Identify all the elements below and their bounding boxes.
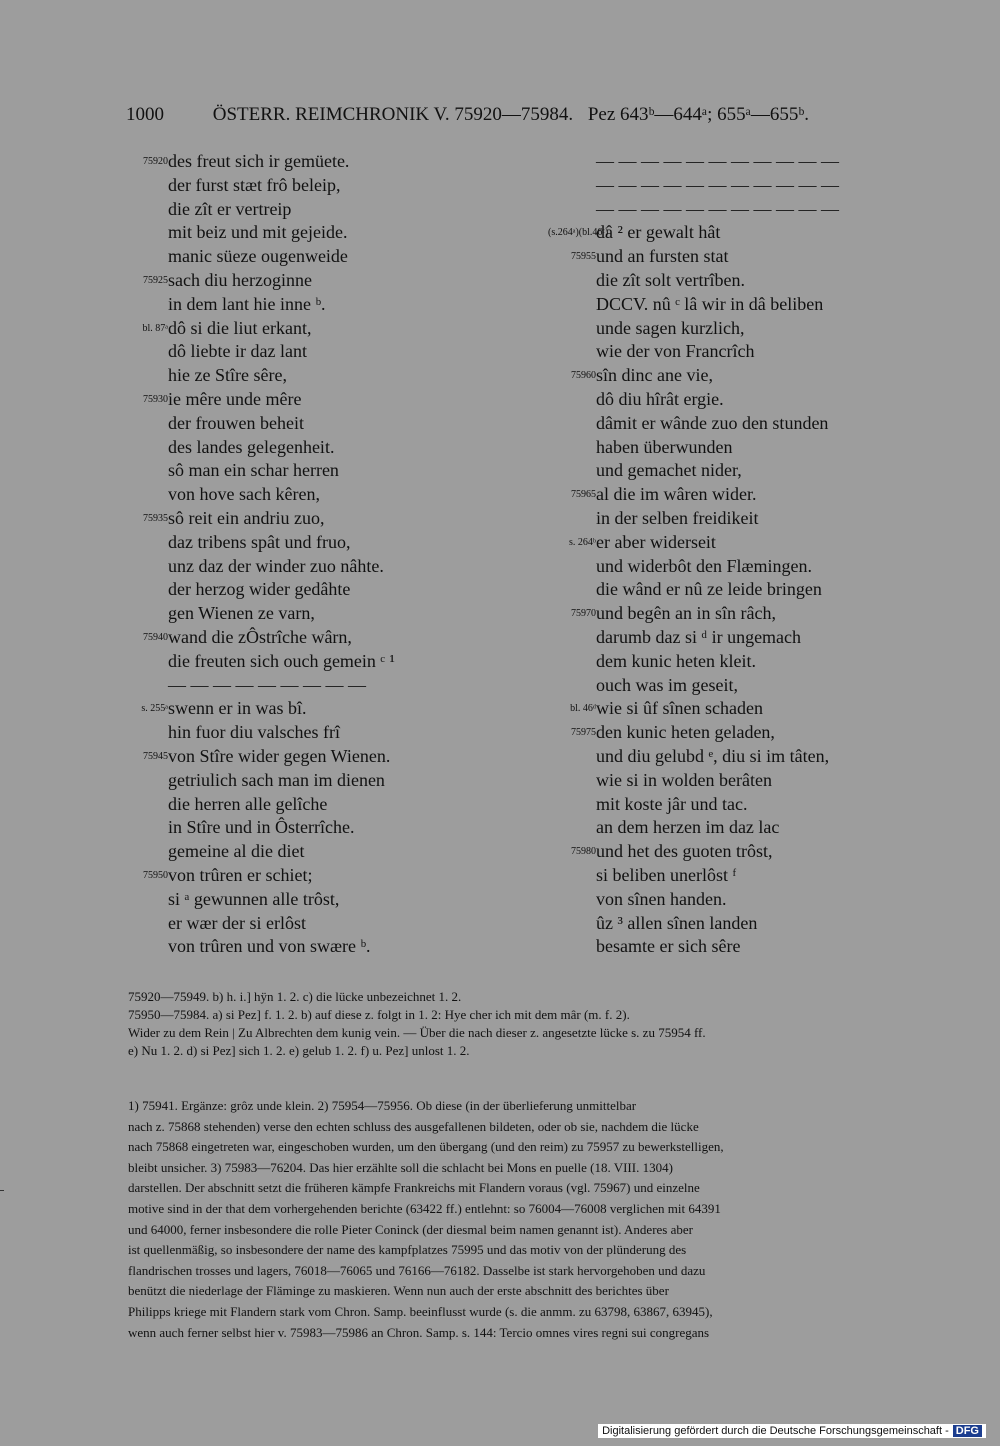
verse-text: unde sagen kurzlich, — [596, 317, 745, 338]
verse-text: von sînen handen. — [596, 888, 727, 909]
verse-line — [120, 626, 440, 650]
verse-text: die zît solt vertrîben. — [596, 269, 745, 290]
footnote-line: nach z. 75868 stehenden) verse den echten schluss des ausgefallenen bildeten, oder ob sie, nachdem die lücke — [128, 1118, 699, 1134]
line-number: (s.264ᵃ)(bl.46ᶜ) — [548, 227, 609, 239]
dfg-logo: DFG — [953, 1425, 982, 1437]
verse-text: ûz ³ allen sînen landen — [596, 912, 758, 933]
verse-text: die zît er vertreip — [168, 198, 292, 219]
verse-text: von trûren und von swære ᵇ. — [168, 936, 371, 957]
verse-line — [120, 650, 440, 674]
line-number: bl. 46ᵈ — [570, 703, 596, 715]
verse-line — [548, 840, 908, 864]
verse-line — [548, 293, 908, 317]
verse-text: manic süeze ougenweide — [168, 246, 348, 267]
verse-text: swenn er in was bî. — [168, 698, 307, 719]
verse-line — [548, 388, 908, 412]
footnotes — [128, 1096, 960, 1343]
verse-text: wand die zÔstrîche wârn, — [168, 626, 352, 647]
line-number: s. 264ᵇ — [569, 536, 596, 548]
footer-text: Digitalisierung gefördert durch die Deutsche Forschungsgemeinschaft - — [602, 1425, 949, 1437]
footnote-line: motive sind in der that dem vorhergehenden berichte (63422 ff.) entlehnt: so 76004—76008 verglichen mit 64391 — [128, 1200, 721, 1216]
verse-text: von trûren er schiet; — [168, 864, 313, 885]
line-number: bl. 87ᵃ — [142, 322, 168, 334]
verse-line — [120, 769, 440, 793]
verse-line — [120, 198, 440, 222]
verse-text: der frouwen beheit — [168, 412, 304, 433]
verse-text: dâ ² er gewalt hât — [596, 222, 721, 243]
verse-line — [120, 935, 440, 959]
verse-text: haben überwunden — [596, 436, 733, 457]
critical-apparatus — [128, 988, 966, 1060]
verse-line — [120, 483, 440, 507]
verse-line — [548, 769, 908, 793]
verse-line — [548, 912, 908, 936]
verse-text: sach diu herzoginne — [168, 269, 312, 290]
verse-line — [548, 198, 908, 222]
page-number: 1000 — [126, 104, 164, 125]
footnote-line: Philipps kriege mit Flandern stark vom Chron. Samp. beeinflusst wurde (s. die anmm. zu 63798, 63867, 63945), — [128, 1303, 713, 1319]
verse-text: und widerbôt den Flæmingen. — [596, 555, 812, 576]
verse-line — [548, 507, 908, 531]
verse-column-right — [548, 150, 908, 959]
verse-text: al die im wâren wider. — [596, 484, 757, 505]
verse-line — [548, 888, 908, 912]
verse-text: dô diu hîrât ergie. — [596, 388, 724, 409]
verse-line — [548, 317, 908, 341]
verse-line — [120, 578, 440, 602]
source-reference: Pez 643ᵇ—644ᵃ; 655ᵃ—655ᵇ. — [587, 104, 809, 125]
verse-text: — — — — — — — — — — — — [596, 151, 839, 171]
apparatus-line: 75920—75949. b) h. i.] hÿn 1. 2. c) die lücke unbezeichnet 1. 2. — [128, 989, 462, 1004]
verse-line — [548, 650, 908, 674]
verse-text: getriulich sach man im dienen — [168, 769, 385, 790]
verse-text: sîn dinc ane vie, — [596, 365, 713, 386]
line-number: 75940 — [143, 631, 168, 643]
verse-text: in dem lant hie inne ᵇ. — [168, 293, 326, 314]
verse-text: si ᵃ gewunnen alle trôst, — [168, 888, 340, 909]
verse-text: sô man ein schar herren — [168, 460, 339, 481]
verse-text: mit beiz und mit gejeide. — [168, 222, 348, 243]
verse-line — [548, 269, 908, 293]
verse-text: wie si ûf sînen schaden — [596, 698, 763, 719]
verse-column-left — [120, 150, 440, 959]
verse-text: hin fuor diu valsches frî — [168, 722, 340, 743]
verse-line — [120, 721, 440, 745]
line-number: 75925 — [143, 274, 168, 286]
verse-line — [120, 459, 440, 483]
verse-text: — — — — — — — — — — [168, 674, 366, 695]
verse-line — [548, 864, 908, 888]
verse-line — [120, 888, 440, 912]
verse-line — [548, 459, 908, 483]
footnote-line: darstellen. Der abschnitt setzt die früheren kämpfe Frankreichs mit Flandern voraus (vgl. 75967) und einzelne — [128, 1180, 700, 1196]
verse-text: an dem herzen im daz lac — [596, 817, 780, 838]
line-number: s. 255ᵃ — [141, 703, 168, 715]
verse-text: wie si in wolden berâten — [596, 769, 772, 790]
verse-text: und gemachet nider, — [596, 460, 742, 481]
verse-text: — — — — — — — — — — — — [596, 174, 839, 195]
funding-footer — [598, 1424, 986, 1438]
footnote-line: flandrischen trosses und lagers, 76018—76065 und 76166—76182. Dasselbe ist stark hervorgehoben und dazu — [128, 1262, 706, 1278]
verse-text: daz tribens spât und fruo, — [168, 531, 351, 552]
verse-line — [548, 626, 908, 650]
line-number: 75975 — [571, 727, 596, 739]
running-title: ÖSTERR. REIMCHRONIK V. 75920—75984. — [212, 104, 574, 125]
verse-line — [548, 412, 908, 436]
footnote-line: nach 75868 eingetreten war, eingeschoben wurden, um den übergang (und den reim) zu 75957 zu bewerkstelligen, — [128, 1139, 724, 1155]
verse-text: unz daz der winder zuo nâhte. — [168, 555, 384, 576]
verse-text: darumb daz si ᵈ ir ungemach — [596, 626, 802, 647]
footnote-line: 1) 75941. Ergänze: grôz unde klein. 2) 75954—75956. Ob diese (in der überlieferung unmittelbar — [128, 1098, 637, 1113]
footnote-line: wenn auch ferner selbst hier v. 75983—75986 an Chron. Samp. s. 144: Tercio omnes vires regni sui congregans — [128, 1324, 710, 1340]
verse-line — [548, 697, 908, 721]
footnote-line: und 64000, ferner insbesondere die rolle Pieter Coninck (der diesmal beim namen genannt ist). Anderes aber — [128, 1221, 693, 1237]
verse-text: besamte er sich sêre — [596, 936, 741, 957]
footnote-line: bleibt unsicher. 3) 75983—76204. Das hier erzählte soll die schlacht bei Mons en puelle (18. VIII. 1304) — [128, 1159, 673, 1175]
footnote-line: benützt die niederlage der Fläminge zu maskieren. Wenn nun auch der erste abschnitt des berichtes über — [128, 1283, 669, 1299]
verse-text: — — — — — — — — — — — — [596, 198, 839, 219]
apparatus-line: 75950—75984. a) si Pez] f. 1. 2. b) auf diese z. folgt in 1. 2: Hye cher ich mit dem mâr (m. f. 2). — [128, 1007, 630, 1022]
verse-text: der furst stæt frô beleip, — [168, 174, 341, 195]
verse-line — [120, 245, 440, 269]
verse-text: dô liebte ir daz lant — [168, 341, 307, 362]
verse-text: dô si die liut erkant, — [168, 317, 312, 338]
verse-line — [120, 317, 440, 341]
verse-line — [548, 340, 908, 364]
verse-line — [548, 793, 908, 817]
apparatus-line: Wider zu dem Rein | Zu Albrechten dem kunig vein. — Über die nach dieser z. angesetzte lücke s. zu 75954 ff. — [128, 1025, 706, 1040]
verse-line — [120, 150, 440, 174]
verse-line — [548, 674, 908, 698]
verse-text: gemeine al die diet — [168, 841, 305, 862]
verse-line — [120, 793, 440, 817]
verse-line — [548, 245, 908, 269]
verse-line — [548, 483, 908, 507]
line-number: 75945 — [143, 750, 168, 762]
verse-line — [120, 388, 440, 412]
verse-text: und an fursten stat — [596, 246, 729, 267]
line-number: 75920 — [143, 156, 168, 167]
verse-line — [548, 721, 908, 745]
verse-line — [120, 674, 440, 698]
verse-text: in Stîre und in Ôsterrîche. — [168, 817, 355, 838]
verse-line — [548, 364, 908, 388]
verse-line — [120, 293, 440, 317]
verse-text: er aber widerseit — [596, 531, 716, 552]
verse-line — [548, 555, 908, 579]
verse-text: die herren alle gelîche — [168, 793, 328, 814]
verse-text: mit koste jâr und tac. — [596, 793, 748, 814]
verse-line — [120, 531, 440, 555]
verse-text: des freut sich ir gemüete. — [168, 151, 350, 171]
verse-line — [120, 864, 440, 888]
verse-text: dem kunic heten kleit. — [596, 650, 756, 671]
line-number: 75965 — [571, 489, 596, 501]
verse-text: ie mêre unde mêre — [168, 388, 302, 409]
verse-text: die wând er nû ze leide bringen — [596, 579, 822, 600]
verse-text: die freuten sich ouch gemein ᶜ ¹ — [168, 650, 395, 671]
verse-line — [548, 436, 908, 460]
verse-text: dâmit er wânde zuo den stunden — [596, 412, 829, 433]
verse-line — [120, 816, 440, 840]
apparatus-line: e) Nu 1. 2. d) si Pez] sich 1. 2. e) gelub 1. 2. f) u. Pez] unlost 1. 2. — [128, 1043, 470, 1058]
verse-line — [120, 840, 440, 864]
verse-text: hie ze Stîre sêre, — [168, 365, 287, 386]
line-number: 75970 — [571, 608, 596, 620]
verse-line — [548, 150, 908, 174]
verse-line — [120, 555, 440, 579]
verse-line — [120, 507, 440, 531]
verse-line — [120, 174, 440, 198]
verse-text: si beliben unerlôst ᶠ — [596, 864, 737, 885]
page-header — [126, 104, 896, 126]
verse-line — [120, 412, 440, 436]
verse-text: der herzog wider gedâhte — [168, 579, 351, 600]
verse-line — [548, 816, 908, 840]
line-number: 75930 — [143, 393, 168, 405]
verse-text: in der selben freidikeit — [596, 507, 759, 528]
verse-line — [548, 578, 908, 602]
verse-line — [120, 602, 440, 626]
verse-text: des landes gelegenheit. — [168, 436, 335, 457]
margin-mark — [0, 1190, 4, 1191]
verse-text: wie der von Francrîch — [596, 341, 755, 362]
verse-line — [548, 935, 908, 959]
verse-line — [120, 912, 440, 936]
verse-line — [548, 602, 908, 626]
verse-line — [120, 269, 440, 293]
verse-text: gen Wienen ze varn, — [168, 603, 315, 624]
line-number: 75955 — [571, 251, 596, 263]
verse-line — [120, 340, 440, 364]
verse-text: ouch was im geseit, — [596, 674, 738, 695]
verse-text: von hove sach kêren, — [168, 484, 320, 505]
line-number: 75980 — [571, 846, 596, 858]
verse-line — [548, 221, 908, 245]
verse-line — [120, 221, 440, 245]
verse-line — [120, 745, 440, 769]
verse-line — [120, 364, 440, 388]
footnote-line: ist quellenmäßig, so insbesondere der name des kampfplatzes 75995 und das motiv von der plünderung des — [128, 1242, 687, 1258]
line-number: 75950 — [143, 869, 168, 881]
verse-line — [120, 436, 440, 460]
verse-line — [548, 174, 908, 198]
verse-text: sô reit ein andriu zuo, — [168, 507, 325, 528]
verse-text: und begên an in sîn râch, — [596, 603, 776, 624]
verse-text: DCCV. nû ᶜ lâ wir in dâ beliben — [596, 293, 824, 314]
verse-text: und diu gelubd ᵉ, diu si im tâten, — [596, 745, 830, 766]
verse-line — [120, 697, 440, 721]
verse-text: und het des guoten trôst, — [596, 841, 773, 862]
verse-line — [548, 531, 908, 555]
verse-text: von Stîre wider gegen Wienen. — [168, 745, 391, 766]
line-number: 75960 — [571, 370, 596, 382]
verse-line — [548, 745, 908, 769]
verse-text: er wær der si erlôst — [168, 912, 306, 933]
line-number: 75935 — [143, 512, 168, 524]
verse-text: den kunic heten geladen, — [596, 722, 775, 743]
